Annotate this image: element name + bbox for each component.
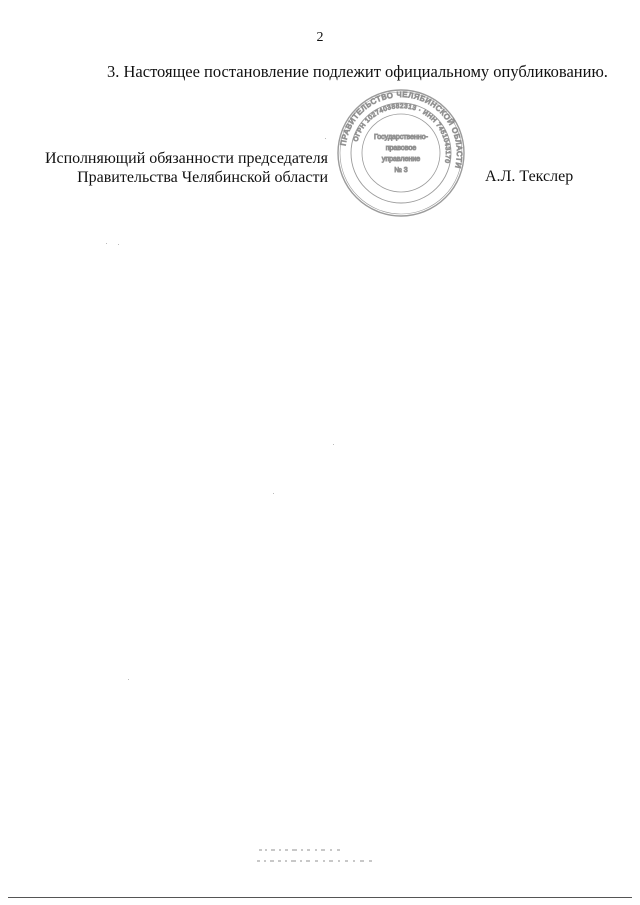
scan-speck	[128, 679, 129, 680]
scan-speck	[333, 444, 334, 445]
scan-speck	[106, 243, 107, 244]
signer-name: А.Л. Текслер	[485, 168, 574, 185]
page-number: 2	[316, 30, 324, 45]
signer-title-line-1: Исполняющий обязанности председателя	[44, 150, 328, 167]
seal-center-line-2: правовое	[385, 145, 417, 152]
scan-speck	[273, 493, 274, 494]
seal-center-line-4: № 3	[394, 167, 408, 174]
scan-speck	[118, 244, 119, 245]
seal-inner-ring	[362, 114, 440, 192]
scan-speck	[325, 138, 326, 139]
seal-center-line-1: Государственно-	[373, 134, 429, 141]
signer-title	[45, 149, 328, 187]
bottom-faint-marks	[255, 846, 385, 868]
bottom-scan-edge	[8, 897, 632, 898]
seal-center-line-3: управление	[381, 156, 421, 163]
seal-outer-text: ПРАВИТЕЛЬСТВО ЧЕЛЯБИНСКОЙ ОБЛАСТИ	[338, 89, 465, 170]
official-seal-stamp	[336, 88, 466, 218]
seal-middle-text: ОГРН 1027403882313 · ИНН 7451043170	[352, 102, 452, 164]
signer-title-line-2: Правительства Челябинской области	[77, 169, 328, 186]
clause-text: 3. Настоящее постановление подлежит официальному опубликованию.	[107, 62, 608, 81]
